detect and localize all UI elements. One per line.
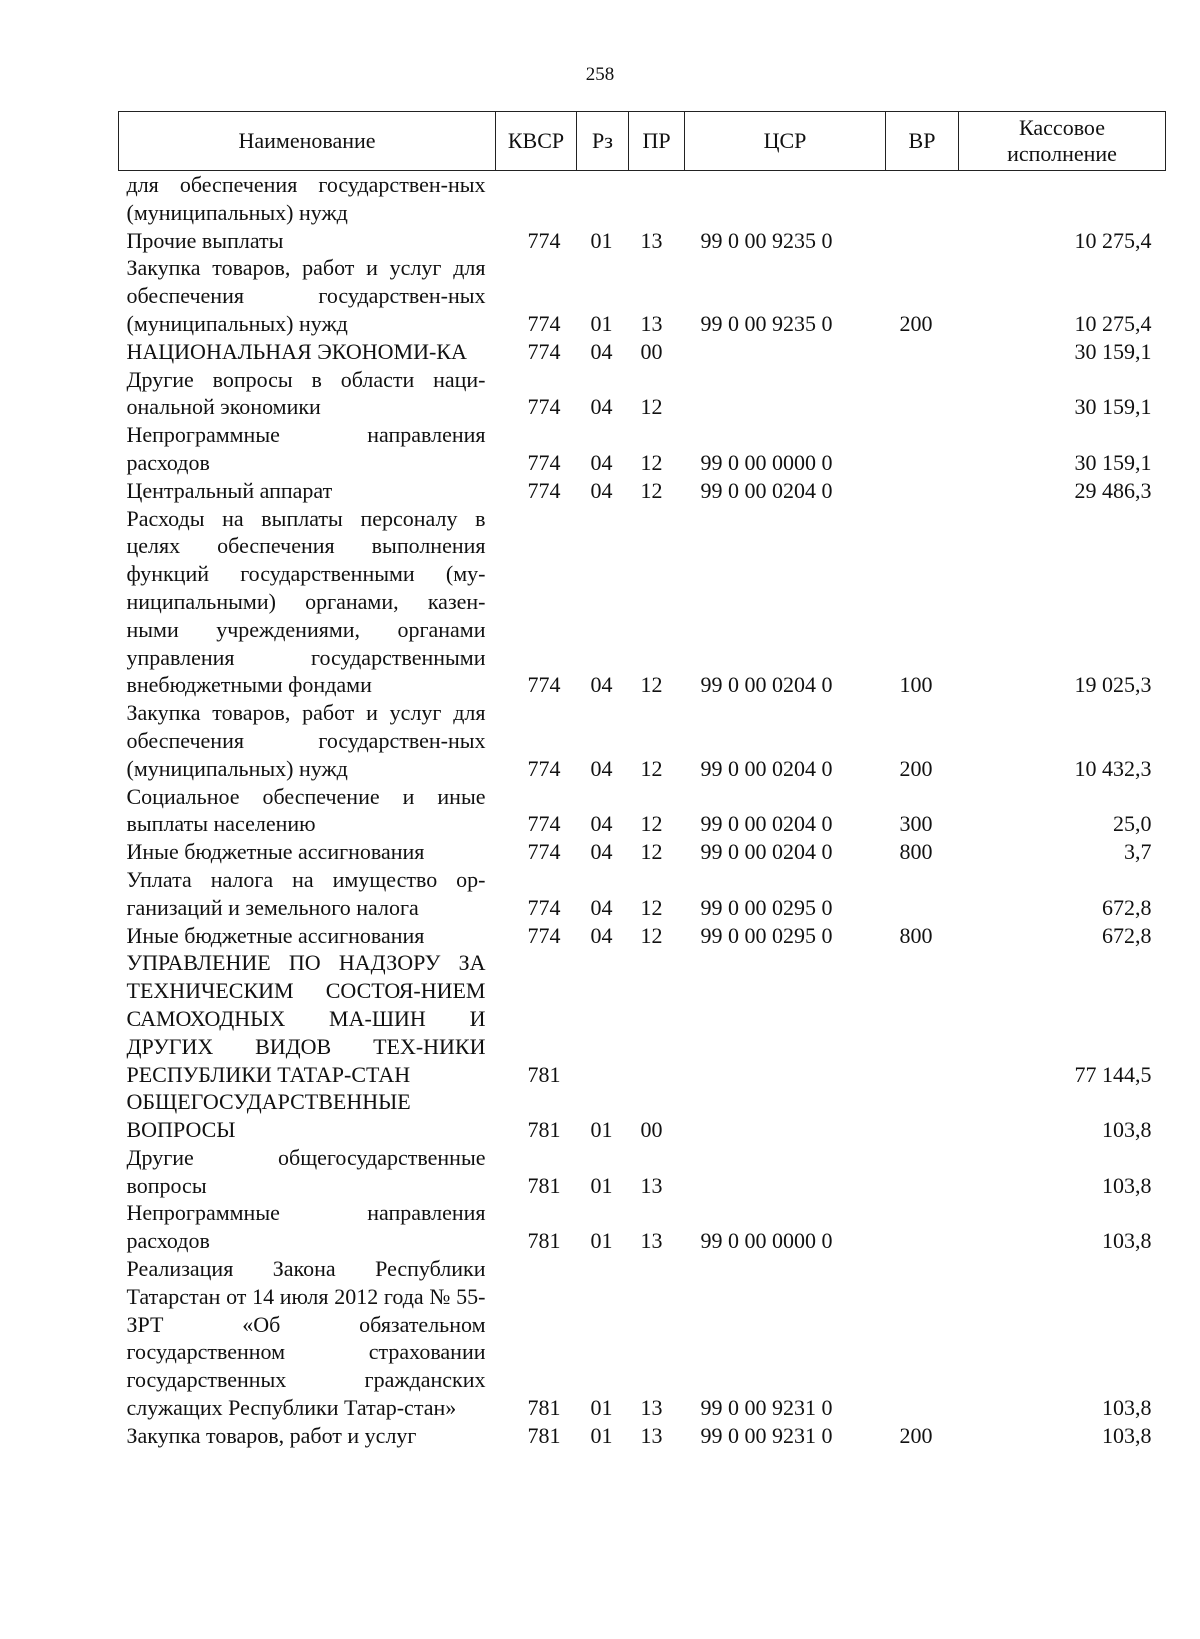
cell-vr [886,171,959,227]
table-row [119,866,1166,922]
cell-pr: 12 [640,811,663,837]
table-row [119,783,1166,839]
cell-amount: 10 275,4 [1074,310,1152,336]
cell-csr: 99 0 00 0204 0 [700,477,833,503]
cell-rz: 01 [590,310,613,336]
cell-pr: 13 [640,227,663,253]
cell-name: Уплата налога на имущество ор-ганизаций и земельного налога [126,866,486,920]
table-body [119,171,1166,1450]
cell-name: Иные бюджетные ассигнования [126,922,425,948]
cell-rz: 01 [590,1395,613,1421]
cell-kvsr: 774 [527,310,561,336]
table-row [119,1422,1166,1450]
table-row [119,1088,1166,1144]
cell-csr [685,366,886,422]
cell-rz: 01 [590,227,613,253]
cell-name: Непрограммные направления расходов [126,1200,486,1254]
cell-vr [886,366,959,422]
header-amount: Кассовое исполнение [959,112,1166,171]
cell-vr [886,477,959,505]
cell-kvsr: 781 [527,1061,561,1087]
cell-rz: 04 [590,477,613,503]
header-pr: ПР [629,112,685,171]
cell-kvsr: 774 [527,227,561,253]
cell-vr [886,1088,959,1144]
cell-kvsr [496,171,577,227]
cell-name: Социальное обеспечение и иные выплаты населению [126,783,486,837]
cell-amount: 103,8 [1102,1228,1152,1254]
cell-pr: 13 [640,1422,663,1448]
cell-pr: 12 [640,839,663,865]
table-row [119,477,1166,505]
cell-amount: 30 159,1 [1074,449,1152,475]
table-row [119,227,1166,255]
cell-name: Прочие выплаты [126,227,284,253]
cell-vr [886,421,959,477]
cell-kvsr: 774 [527,338,561,364]
cell-pr: 12 [640,672,663,698]
cell-rz: 04 [590,394,613,420]
cell-vr [886,227,959,255]
header-csr: ЦСР [685,112,886,171]
cell-pr [629,949,685,1088]
cell-csr: 99 0 00 9231 0 [700,1395,833,1421]
cell-amount: 3,7 [1124,839,1152,865]
cell-kvsr: 774 [527,894,561,920]
cell-amount: 25,0 [1113,811,1152,837]
cell-amount: 30 159,1 [1074,394,1152,420]
cell-csr: 99 0 00 9231 0 [700,1422,833,1448]
cell-csr: 99 0 00 9235 0 [700,310,833,336]
cell-csr [685,949,886,1088]
cell-csr: 99 0 00 0295 0 [700,922,833,948]
table-row [119,922,1166,950]
cell-pr: 13 [640,1228,663,1254]
header-name: Наименование [119,112,496,171]
cell-pr: 13 [640,1395,663,1421]
cell-pr: 00 [640,338,663,364]
cell-kvsr: 774 [527,672,561,698]
cell-name: Центральный аппарат [126,477,333,503]
cell-csr: 99 0 00 0295 0 [700,894,833,920]
cell-kvsr: 774 [527,922,561,948]
cell-pr: 12 [640,477,663,503]
cell-vr [886,338,959,366]
cell-amount [959,171,1166,227]
cell-vr [886,1144,959,1200]
budget-execution-table [118,111,1166,1450]
cell-vr: 200 [899,310,933,336]
cell-amount: 30 159,1 [1074,338,1152,364]
cell-amount: 10 432,3 [1074,755,1152,781]
cell-rz: 01 [590,1422,613,1448]
cell-rz: 04 [590,922,613,948]
cell-vr [886,866,959,922]
cell-rz [577,171,629,227]
cell-vr [886,949,959,1088]
table-row [119,1199,1166,1255]
cell-rz: 04 [590,894,613,920]
cell-kvsr: 781 [527,1117,561,1143]
table-row [119,254,1166,337]
cell-name: Закупка товаров, работ и услуг для обеспечения государствен-ных (муниципальных) нужд [126,700,486,781]
cell-pr [629,171,685,227]
cell-name: Расходы на выплаты персоналу в целях обеспечения выполнения функций государственными (му-ниципальными) органами, казен-ными учреждениями, органами управления государственными внебюджетными фондами [126,505,486,698]
cell-name: Другие общегосударственные вопросы [126,1144,486,1198]
cell-vr: 200 [899,755,933,781]
cell-rz: 01 [590,1117,613,1143]
cell-name: Реализация Закона Республики Татарстан от 14 июля 2012 года № 55-ЗРТ «Об обязательном государственном страховании государственных гражданских служащих Республики Татар-стан» [126,1256,486,1421]
cell-pr: 13 [640,310,663,336]
cell-csr: 99 0 00 0000 0 [700,1228,833,1254]
cell-name: Другие вопросы в области наци-ональной экономики [126,366,486,420]
table-row [119,505,1166,700]
cell-amount: 103,8 [1102,1395,1152,1421]
cell-csr: 99 0 00 0204 0 [700,839,833,865]
cell-kvsr: 774 [527,477,561,503]
table-row [119,421,1166,477]
cell-kvsr: 774 [527,755,561,781]
cell-rz: 04 [590,338,613,364]
cell-amount: 19 025,3 [1074,672,1152,698]
cell-amount: 29 486,3 [1074,477,1152,503]
cell-pr: 12 [640,922,663,948]
cell-amount: 103,8 [1102,1117,1152,1143]
cell-kvsr: 781 [527,1172,561,1198]
cell-name: Закупка товаров, работ и услуг для обеспечения государствен-ных (муниципальных) нужд [126,255,486,336]
cell-rz: 04 [590,449,613,475]
table-row [119,338,1166,366]
cell-pr: 12 [640,449,663,475]
cell-pr: 12 [640,394,663,420]
cell-csr: 99 0 00 0000 0 [700,449,833,475]
cell-rz: 04 [590,839,613,865]
cell-rz: 01 [590,1172,613,1198]
cell-vr [886,1255,959,1422]
cell-pr: 12 [640,894,663,920]
cell-rz: 04 [590,811,613,837]
table-row [119,1255,1166,1422]
table-header [119,112,1166,171]
cell-kvsr: 774 [527,839,561,865]
cell-vr [886,1199,959,1255]
cell-csr [685,1144,886,1200]
cell-vr: 800 [899,839,933,865]
table-row [119,949,1166,1088]
cell-csr: 99 0 00 9235 0 [700,227,833,253]
cell-name: Иные бюджетные ассигнования [126,839,425,865]
cell-csr: 99 0 00 0204 0 [700,755,833,781]
page-number: 258 [585,64,615,85]
cell-kvsr: 781 [527,1422,561,1448]
cell-kvsr: 781 [527,1228,561,1254]
header-row [119,112,1166,171]
cell-rz: 04 [590,755,613,781]
table-row [119,171,1166,227]
cell-kvsr: 774 [527,449,561,475]
cell-kvsr: 781 [527,1395,561,1421]
cell-amount: 77 144,5 [1074,1061,1152,1087]
table-row [119,699,1166,782]
cell-vr: 200 [899,1422,933,1448]
cell-pr: 00 [640,1117,663,1143]
cell-name: НАЦИОНАЛЬНАЯ ЭКОНОМИ-КА [126,338,467,364]
cell-kvsr: 774 [527,811,561,837]
cell-pr: 12 [640,755,663,781]
table-row [119,838,1166,866]
cell-rz: 01 [590,1228,613,1254]
cell-amount: 103,8 [1102,1422,1152,1448]
cell-name: УПРАВЛЕНИЕ ПО НАДЗОРУ ЗА ТЕХНИЧЕСКИМ СОСТОЯ-НИЕМ САМОХОДНЫХ МА-ШИН И ДРУГИХ ВИДОВ ТЕХ-НИКИ РЕСПУБЛИКИ ТАТАР-СТАН [126,950,486,1087]
cell-kvsr: 774 [527,394,561,420]
cell-pr: 13 [640,1172,663,1198]
cell-amount: 10 275,4 [1074,227,1152,253]
cell-csr: 99 0 00 0204 0 [700,672,833,698]
table-row [119,1144,1166,1200]
cell-name: Непрограммные направления расходов [126,422,486,475]
cell-vr: 300 [899,811,933,837]
cell-vr: 800 [899,922,933,948]
cell-csr: 99 0 00 0204 0 [700,811,833,837]
cell-amount: 103,8 [1102,1172,1152,1198]
cell-csr [685,338,886,366]
cell-rz [577,949,629,1088]
cell-name: Закупка товаров, работ и услуг [126,1422,417,1448]
cell-csr [685,1088,886,1144]
header-rz: Рз [577,112,629,171]
cell-name: ОБЩЕГОСУДАРСТВЕННЫЕ ВОПРОСЫ [126,1089,411,1143]
header-kvsr: КВСР [496,112,577,171]
cell-amount: 672,8 [1102,922,1152,948]
header-vr: ВР [886,112,959,171]
table-row [119,366,1166,422]
cell-vr: 100 [899,672,933,698]
cell-csr [685,171,886,227]
cell-amount: 672,8 [1102,894,1152,920]
cell-name: для обеспечения государствен-ных (муниципальных) нужд [126,172,486,225]
cell-rz: 04 [590,672,613,698]
